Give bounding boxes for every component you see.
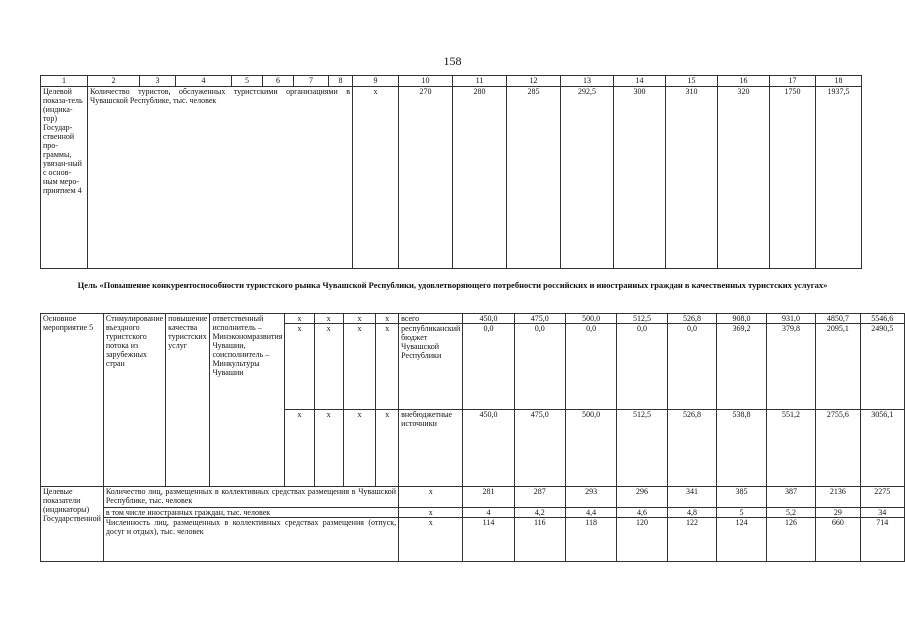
value-cell: 4850,7 <box>816 314 860 324</box>
top-table <box>40 75 862 269</box>
goal-heading: Цель «Повышение конкурентоспособности туристского рынка Чувашской Республики, удовлетворяющего потребности российских и иностранных граждан в качественных туристских услугах» <box>77 280 828 290</box>
table-row <box>41 518 905 562</box>
value-cell: 526,8 <box>667 314 717 324</box>
code-cell: x <box>314 324 343 410</box>
value-cell: 285 <box>507 87 561 269</box>
value-cell: 310 <box>666 87 718 269</box>
value-cell: 5546,6 <box>860 314 904 324</box>
table-row <box>41 314 905 324</box>
value-cell: 2095,1 <box>816 324 860 410</box>
value-cell: 2490,5 <box>860 324 904 410</box>
value-cell: 526,8 <box>667 410 717 487</box>
value-cell: 2755,6 <box>816 410 860 487</box>
funding-source: всего <box>399 314 463 324</box>
column-number: 15 <box>666 76 718 87</box>
value-cell: 292,5 <box>561 87 614 269</box>
value-cell: 512,5 <box>617 314 667 324</box>
value-cell: 1750 <box>770 87 816 269</box>
value-cell: 300 <box>614 87 666 269</box>
column-number-row <box>41 76 862 87</box>
value-cell: 450,0 <box>463 410 514 487</box>
value-cell: 4,8 <box>667 508 717 518</box>
code-cell: x <box>376 410 399 487</box>
value-cell: 551,2 <box>766 410 816 487</box>
value-cell: 4,4 <box>565 508 616 518</box>
value-cell: 4,2 <box>514 508 565 518</box>
value-cell: 0,0 <box>617 324 667 410</box>
indicator-text: Количество лиц, размещенных в коллективных средствах размещения в Чувашской Республике, тыс. человек <box>103 487 398 508</box>
value-cell: 320 <box>718 87 770 269</box>
event-executors: ответственный исполнитель – Минэкономразвития Чувашии, соисполнитель – Минкультуры Чувашии <box>210 314 285 487</box>
table-row <box>41 487 905 508</box>
value-cell: 281 <box>463 487 514 508</box>
value-cell: 500,0 <box>565 410 616 487</box>
table-row <box>41 508 905 518</box>
column-number: 4 <box>176 76 232 87</box>
column-number: 7 <box>294 76 329 87</box>
column-number: 16 <box>718 76 770 87</box>
column-number: 1 <box>41 76 88 87</box>
value-cell: 475,0 <box>514 410 565 487</box>
value-cell: 0,0 <box>565 324 616 410</box>
funding-source: республиканский бюджет Чувашской Республики <box>399 324 463 410</box>
value-cell: 908,0 <box>717 314 767 324</box>
code-cell: x <box>376 314 399 324</box>
column-number: 10 <box>399 76 453 87</box>
column-number: 3 <box>140 76 176 87</box>
value-cell: 4 <box>463 508 514 518</box>
value-cell: 500,0 <box>565 314 616 324</box>
value-cell: 4,6 <box>617 508 667 518</box>
column-number: 2 <box>88 76 140 87</box>
row-label: Целевой показа-тель (индика-тор) Государ-ственной про-граммы, увязан-ный с основ-ным меро-приятием 4 <box>41 87 88 269</box>
table-row <box>41 87 862 269</box>
value-cell: 2275 <box>860 487 904 508</box>
code-cell: x <box>343 410 376 487</box>
column-number: 13 <box>561 76 614 87</box>
value-cell: 5 <box>717 508 767 518</box>
code-cell: x <box>314 410 343 487</box>
col9-value: x <box>399 508 463 518</box>
column-number: 18 <box>816 76 862 87</box>
value-cell: 369,2 <box>717 324 767 410</box>
value-cell: 126 <box>766 518 816 562</box>
value-cell: 124 <box>717 518 767 562</box>
value-cell: 1937,5 <box>816 87 862 269</box>
value-cell: 0,0 <box>667 324 717 410</box>
indicators-label: Целевые показатели (индикаторы) Государственной <box>41 487 104 562</box>
column-number: 9 <box>353 76 399 87</box>
code-cell: x <box>285 410 314 487</box>
value-cell: 341 <box>667 487 717 508</box>
event-label: Основное мероприятие 5 <box>41 314 104 487</box>
value-cell: 293 <box>565 487 616 508</box>
value-cell: 660 <box>816 518 860 562</box>
value-cell: 385 <box>717 487 767 508</box>
col9-value: x <box>353 87 399 269</box>
value-cell: 114 <box>463 518 514 562</box>
event-goal: повышение качества туристских услуг <box>166 314 210 487</box>
event-name: Стимулирование въездного туристского потока из зарубежных стран <box>103 314 165 487</box>
value-cell: 287 <box>514 487 565 508</box>
value-cell: 122 <box>667 518 717 562</box>
value-cell: 475,0 <box>514 314 565 324</box>
value-cell: 714 <box>860 518 904 562</box>
value-cell: 387 <box>766 487 816 508</box>
value-cell: 538,8 <box>717 410 767 487</box>
value-cell: 379,8 <box>766 324 816 410</box>
code-cell: x <box>376 324 399 410</box>
column-number: 8 <box>329 76 353 87</box>
value-cell: 270 <box>399 87 453 269</box>
column-number: 14 <box>614 76 666 87</box>
value-cell: 931,0 <box>766 314 816 324</box>
value-cell: 280 <box>453 87 507 269</box>
main-table <box>40 313 905 562</box>
col9-value: x <box>399 518 463 562</box>
value-cell: 5,2 <box>766 508 816 518</box>
column-number: 6 <box>263 76 294 87</box>
value-cell: 450,0 <box>463 314 514 324</box>
value-cell: 2136 <box>816 487 860 508</box>
page-number: 158 <box>443 54 462 68</box>
code-cell: x <box>343 324 376 410</box>
code-cell: x <box>285 324 314 410</box>
value-cell: 0,0 <box>514 324 565 410</box>
value-cell: 116 <box>514 518 565 562</box>
value-cell: 3056,1 <box>860 410 904 487</box>
column-number: 5 <box>232 76 263 87</box>
funding-source: внебюджетные источники <box>399 410 463 487</box>
indicator-text: Количество туристов, обслуженных туристскими организациями в Чувашской Республике, тыс. человек <box>88 87 353 269</box>
value-cell: 29 <box>816 508 860 518</box>
value-cell: 120 <box>617 518 667 562</box>
indicator-text: Численность лиц, размещенных в коллективных средствах размещения (отпуск, досуг и отдых), тыс. человек <box>103 518 398 562</box>
indicator-text: в том числе иностранных граждан, тыс. человек <box>103 508 398 518</box>
code-cell: x <box>343 314 376 324</box>
value-cell: 296 <box>617 487 667 508</box>
col9-value: x <box>399 487 463 508</box>
code-cell: x <box>285 314 314 324</box>
column-number: 12 <box>507 76 561 87</box>
value-cell: 118 <box>565 518 616 562</box>
column-number: 17 <box>770 76 816 87</box>
value-cell: 34 <box>860 508 904 518</box>
column-number: 11 <box>453 76 507 87</box>
code-cell: x <box>314 314 343 324</box>
value-cell: 0,0 <box>463 324 514 410</box>
value-cell: 512,5 <box>617 410 667 487</box>
